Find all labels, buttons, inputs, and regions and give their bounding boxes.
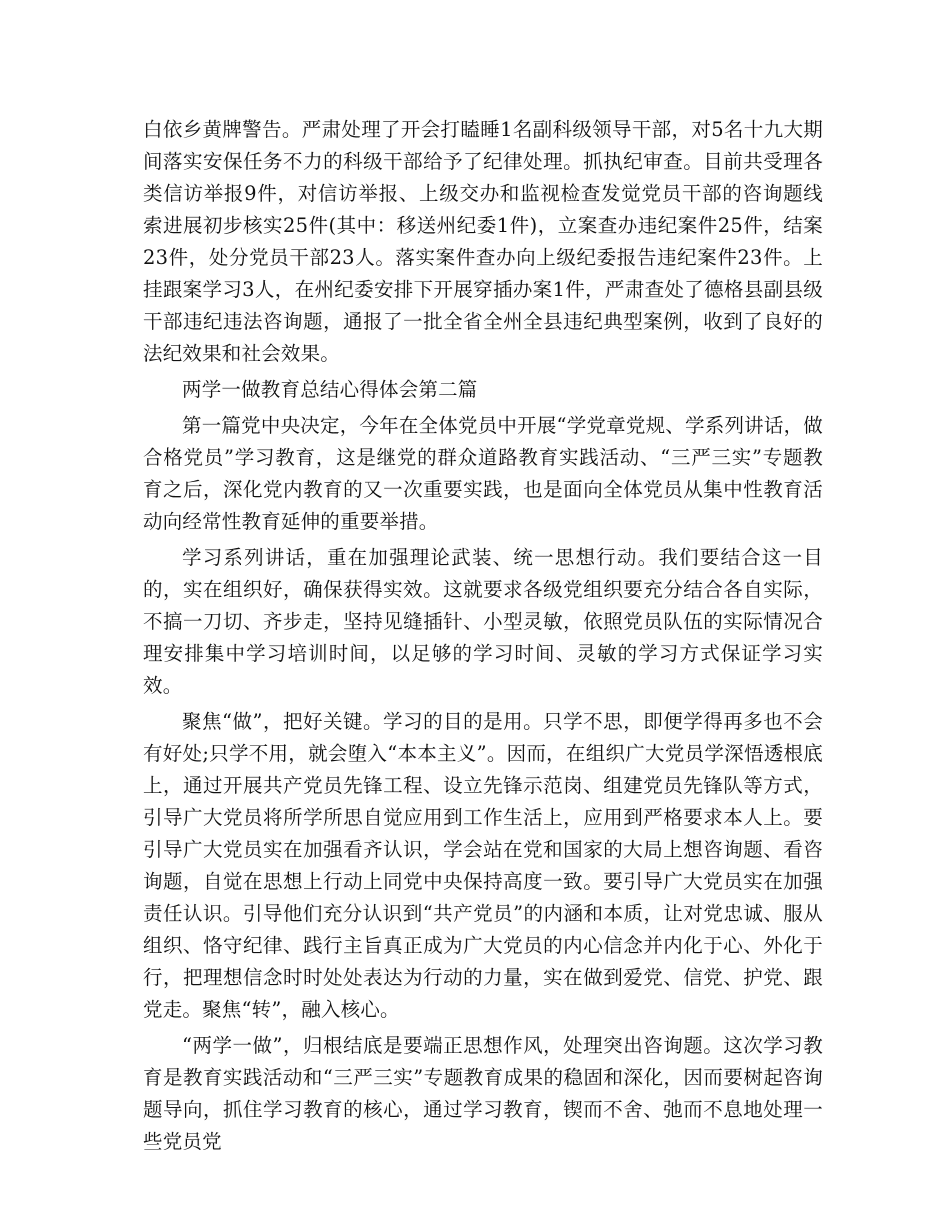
section-heading: 两学一做教育总结心得体会第二篇: [182, 378, 478, 401]
paragraph-two-studies: “两学一做”，归根结底是要端正思想作风，处理突出咨询题。这次学习教育是教育实践活动和“三严三实”专题教育成果的稳固和深化，因而要树起咨询题导向，抓住学习教育的核心，通过学习教育，锲而不舍、弛而不息地处理一些党员党: [143, 1034, 823, 1153]
paragraph-focus-do: 聚焦“做”，把好关键。学习的目的是用。只学不思，即便学得再多也不会有好处;只学不用，就会堕入“本本主义”。因而，在组织广大党员学深悟透根底上，通过开展共产党员先锋工程、设立先锋示范岗、组建党员先锋队等方式，引导广大党员将所学所思自觉应用到工作生活上，应用到严格要求本人上。要引导广大党员实在加强看齐认识，学会站在党和国家的大局上想咨询题、看咨询题，自觉在思想上行动上同党中央保持高度一致。要引导广大党员实在加强责任认识。引导他们充分认识到“共产党员”的内涵和本质，让对党忠诚、服从组织、恪守纪律、践行主旨真正成为广大党员的内心信念并内化于心、外化于行，把理想信念时时处处表达为行动的力量，实在做到爱党、信党、护党、跟党走。聚焦“转”，融入核心。: [143, 710, 823, 1021]
document-body: [143, 114, 823, 1162]
paragraph-study-speeches: 学习系列讲话，重在加强理论武装、统一思想行动。我们要结合这一目的，实在组织好，确保获得实效。这就要求各级党组织要充分结合各自实际，不搞一刀切、齐步走，坚持见缝插针、小型灵敏，依照党员队伍的实际情况合理安排集中学习培训时间，以足够的学习时间、灵敏的学习方式保证学习实效。: [143, 546, 823, 697]
paragraph-continuation: 白依乡黄牌警告。严肃处理了开会打瞌睡1名副科级领导干部，对5名十九大期间落实安保任务不力的科级干部给予了纪律处理。抓执纪审查。目前共受理各类信访举报9件，对信访举报、上级交办和监视检查发觉党员干部的咨询题线索进展初步核实25件(其中：移送州纪委1件)，立案查办违纪案件25件，结案23件，处分党员干部23人。落实案件查办向上级纪委报告违纪案件23件。上挂跟案学习3人，在州纪委安排下开展穿插办案1件，严肃查处了德格县副县级干部违纪违法咨询题，通报了一批全省全州全县违纪典型案例，收到了良好的法纪效果和社会效果。: [143, 118, 823, 365]
paragraph-intro: 第一篇党中央决定，今年在全体党员中开展“学党章党规、学系列讲话，做合格党员”学习教育，这是继党的群众道路教育实践活动、“三严三实”专题教育之后，深化党内教育的又一次重要实践，也是面向全体党员从集中性教育活动向经常性教育延伸的重要举措。: [143, 414, 823, 533]
